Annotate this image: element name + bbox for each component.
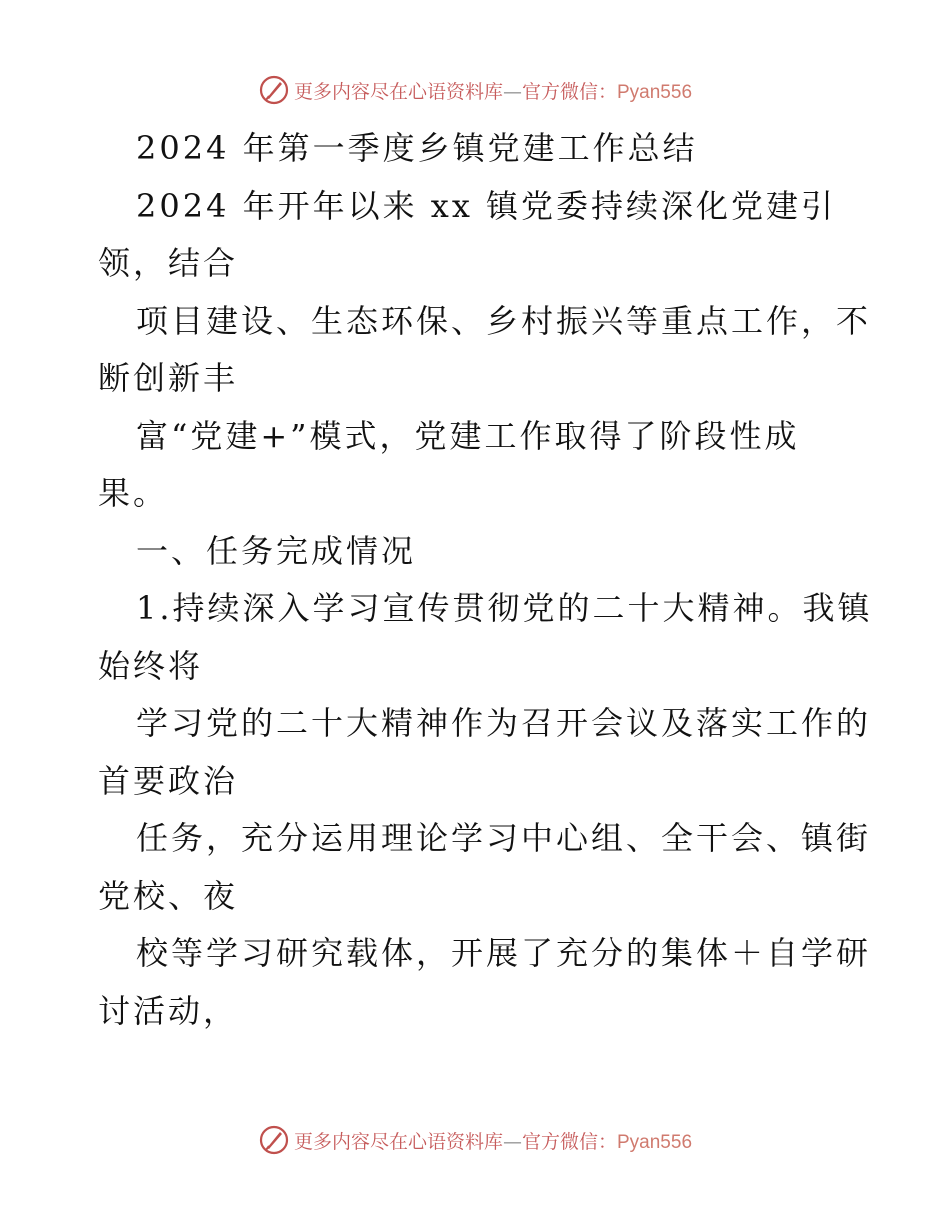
- section-heading: 一、任务完成情况: [136, 531, 417, 570]
- paragraph-line: 首要政治: [98, 761, 239, 800]
- quill-pen-logo-icon: [258, 74, 290, 106]
- paragraph-line: 党校、夜: [98, 876, 239, 915]
- document-body: [98, 120, 873, 1040]
- quill-pen-logo-icon: [258, 1124, 290, 1156]
- watermark-wechat-id: Pyan556: [617, 81, 693, 103]
- watermark-separator: —: [502, 80, 522, 103]
- watermark-text: [294, 77, 692, 104]
- watermark-text: [294, 1127, 692, 1154]
- paragraph-line: 断创新丰: [98, 359, 239, 397]
- paragraph-line: 校等学习研究载体，开展了充分的集体＋自学研: [136, 934, 872, 972]
- paragraph-line: 讨活动，: [98, 991, 239, 1030]
- paragraph-line: 1.持续深入学习宣传贯彻党的二十大精神。我镇: [136, 589, 873, 627]
- paragraph-line: 2024 年开年以来 xx 镇党委持续深化党建引: [136, 186, 837, 225]
- paragraph-line: 富“党建+”模式，党建工作取得了阶段性成: [136, 416, 800, 455]
- paragraph-line: 任务，充分运用理论学习中心组、全干会、镇街: [136, 819, 872, 857]
- paragraph-line: 项目建设、生态环保、乡村振兴等重点工作，不: [136, 301, 872, 340]
- watermark-main: 更多内容尽在心语资料库: [293, 80, 503, 103]
- paragraph-line: 果。: [98, 474, 169, 512]
- paragraph-line: 始终将: [98, 646, 204, 685]
- watermark-contact: 官方微信：: [521, 1130, 617, 1153]
- header-watermark-banner: [0, 70, 950, 110]
- watermark-separator: —: [502, 1130, 522, 1153]
- footer-watermark-banner: [0, 1120, 950, 1160]
- watermark-wechat-id: Pyan556: [617, 1131, 693, 1153]
- document-title: 2024 年第一季度乡镇党建工作总结: [136, 129, 698, 167]
- watermark-main: 更多内容尽在心语资料库: [293, 1130, 503, 1153]
- paragraph-line: 学习党的二十大精神作为召开会议及落实工作的: [136, 704, 872, 742]
- paragraph-line: 领，结合: [98, 244, 239, 282]
- watermark-contact: 官方微信：: [521, 80, 617, 103]
